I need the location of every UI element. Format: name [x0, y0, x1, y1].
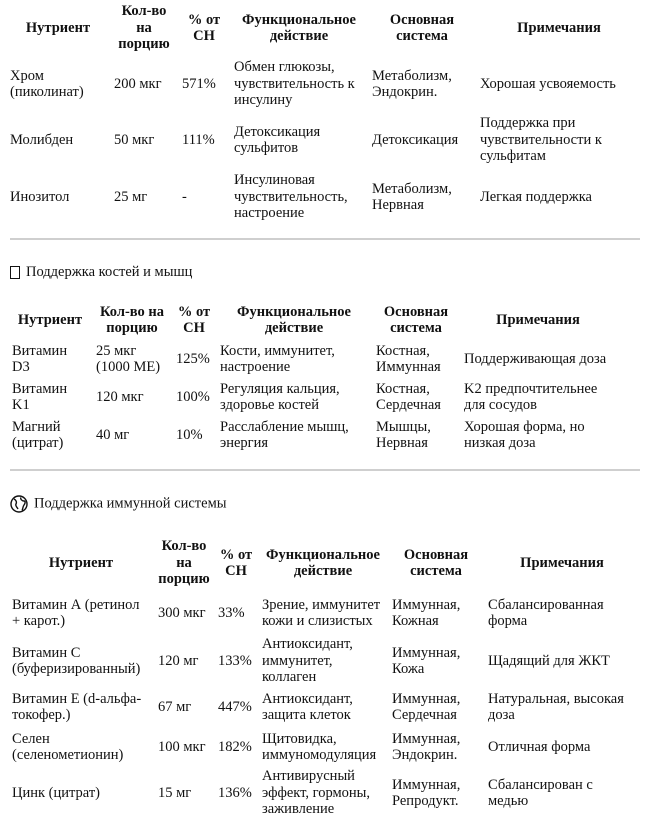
- cell-system: Иммунная, Кожа: [392, 644, 461, 677]
- header-action: Функциональное действие: [237, 303, 351, 336]
- header-action: Функциональное действие: [266, 546, 380, 579]
- table-header-row: [6, 0, 642, 56]
- cell-notes: Хорошая форма, но низкая доза: [464, 418, 585, 451]
- cell-dv: 571%: [182, 75, 216, 92]
- table-row: [8, 591, 640, 635]
- cell-amount: 15 мг: [158, 784, 192, 801]
- cell-dv: 182%: [218, 738, 252, 755]
- cell-system: Иммунная, Кожная: [392, 596, 461, 629]
- cell-notes: Легкая поддержка: [480, 188, 592, 205]
- cell-action: Антиоксидант, иммунитет, коллаген: [262, 636, 353, 686]
- section-title: Поддержка костей и мышц: [26, 264, 193, 280]
- cell-notes: Хорошая усвояемость: [480, 75, 616, 92]
- header-action: Функциональное действие: [242, 11, 356, 44]
- cell-notes: Поддерживающая доза: [464, 350, 607, 367]
- cell-amount: 120 мкг: [96, 388, 144, 405]
- cell-system: Костная, Сердечная: [376, 380, 441, 413]
- cell-action: Расслабление мышц, энергия: [220, 418, 349, 451]
- cell-action: Зрение, иммунитет кожи и слизистых: [262, 596, 381, 629]
- cell-action: Регуляция кальция, здоровье костей: [220, 380, 340, 413]
- header-nutrient: Нутриент: [25, 19, 91, 36]
- table-row: [8, 767, 640, 819]
- cell-notes: Отличная форма: [488, 738, 591, 755]
- cell-dv: 125%: [176, 350, 210, 367]
- cell-system: Мышцы, Нервная: [376, 418, 431, 451]
- cell-nutrient: Витамин K1: [12, 380, 68, 413]
- cell-amount: 50 мкг: [114, 131, 155, 148]
- header-nutrient: Нутриент: [17, 311, 83, 328]
- header-system: Основная система: [383, 303, 449, 336]
- header-system: Основная система: [389, 11, 455, 44]
- cell-system: Иммунная, Репродукт.: [392, 776, 461, 809]
- cell-notes: K2 предпочтительнее для сосудов: [464, 380, 598, 413]
- cell-system: Иммунная, Сердечная: [392, 690, 461, 723]
- section-title: Поддержка иммунной системы: [34, 495, 227, 512]
- table-row: [8, 687, 640, 727]
- table-row: [8, 727, 640, 767]
- table-row: [8, 340, 616, 378]
- header-amount: Кол-во на порцию: [118, 3, 170, 53]
- table-row: [6, 56, 642, 112]
- table-header-row: [8, 535, 640, 591]
- header-system: Основная система: [403, 546, 469, 579]
- cell-dv: 136%: [218, 784, 252, 801]
- cell-amount: 25 мкг (1000 МЕ): [96, 342, 161, 375]
- cell-action: Кости, иммунитет, настроение: [220, 342, 335, 375]
- cell-action: Антиоксидант, защита клеток: [262, 690, 353, 723]
- cell-notes: Щадящий для ЖКТ: [488, 652, 610, 669]
- cell-amount: 120 мг: [158, 652, 199, 669]
- globe-icon: [10, 495, 28, 513]
- header-nutrient: Нутриент: [48, 554, 114, 571]
- table-row: [6, 112, 642, 168]
- missing-glyph-box-icon: [10, 266, 20, 279]
- cell-dv: 133%: [218, 652, 252, 669]
- cell-dv: -: [182, 188, 187, 205]
- cell-amount: 67 мг: [158, 698, 192, 715]
- cell-nutrient: Селен (селенометионин): [12, 730, 124, 763]
- cell-amount: 300 мкг: [158, 604, 206, 621]
- table-row: [8, 378, 616, 416]
- cell-notes: Натуральная, высокая доза: [488, 690, 624, 723]
- cell-amount: 40 мг: [96, 426, 130, 443]
- cell-dv: 100%: [176, 388, 210, 405]
- cell-action: Инсулиновая чувствительность, настроение: [234, 172, 348, 222]
- section-heading-immune: [10, 495, 227, 513]
- header-dv: % от СН: [177, 303, 211, 336]
- cell-system: Метаболизм, Нервная: [372, 180, 452, 213]
- header-amount: Кол-во на порцию: [158, 538, 210, 588]
- section-heading-bones: [10, 264, 192, 281]
- cell-system: Детоксикация: [372, 131, 459, 148]
- header-notes: Примечания: [520, 554, 604, 571]
- cell-system: Иммунная, Эндокрин.: [392, 730, 461, 763]
- nutrient-table-bones: [8, 300, 616, 454]
- cell-notes: Сбалансированная форма: [488, 596, 604, 629]
- cell-nutrient: Хром (пиколинат): [10, 67, 84, 100]
- table-row: [8, 416, 616, 454]
- cell-action: Антивирусный эффект, гормоны, заживление: [262, 768, 371, 818]
- cell-amount: 200 мкг: [114, 75, 162, 92]
- cell-nutrient: Витамин А (ретинол + карот.): [12, 596, 140, 629]
- cell-nutrient: Магний (цитрат): [12, 418, 64, 451]
- header-dv: % от СН: [219, 546, 253, 579]
- cell-dv: 111%: [182, 131, 215, 148]
- section-divider: [10, 238, 640, 240]
- section-divider: [10, 469, 640, 471]
- table-row: [8, 635, 640, 687]
- cell-system: Метаболизм, Эндокрин.: [372, 67, 452, 100]
- header-amount: Кол-во на порцию: [99, 303, 165, 336]
- nutrient-table-metabolic: [6, 0, 642, 226]
- cell-amount: 100 мкг: [158, 738, 206, 755]
- cell-nutrient: Витамин Е (d-альфа-токофер.): [12, 690, 142, 723]
- cell-action: Обмен глюкозы, чувствительность к инсулину: [234, 59, 355, 109]
- header-dv: % от СН: [187, 11, 221, 44]
- table-header-row: [8, 300, 616, 340]
- cell-notes: Сбалансирован с медью: [488, 776, 593, 809]
- cell-action: Щитовидка, иммуномодуляция: [262, 730, 377, 763]
- cell-action: Детоксикация сульфитов: [234, 123, 321, 156]
- cell-amount: 25 мг: [114, 188, 148, 205]
- cell-dv: 447%: [218, 698, 252, 715]
- cell-nutrient: Цинк (цитрат): [12, 784, 100, 801]
- cell-notes: Поддержка при чувствительности к сульфитам: [480, 115, 602, 165]
- cell-nutrient: Витамин С (буферизированный): [12, 644, 141, 677]
- header-notes: Примечания: [496, 311, 580, 328]
- header-notes: Примечания: [517, 19, 601, 36]
- cell-dv: 10%: [176, 426, 203, 443]
- table-row: [6, 168, 642, 226]
- cell-nutrient: Молибден: [10, 131, 74, 148]
- cell-dv: 33%: [218, 604, 245, 621]
- cell-nutrient: Витамин D3: [12, 342, 68, 375]
- cell-system: Костная, Иммунная: [376, 342, 441, 375]
- cell-nutrient: Инозитол: [10, 188, 70, 205]
- nutrient-table-immune: [8, 535, 640, 819]
